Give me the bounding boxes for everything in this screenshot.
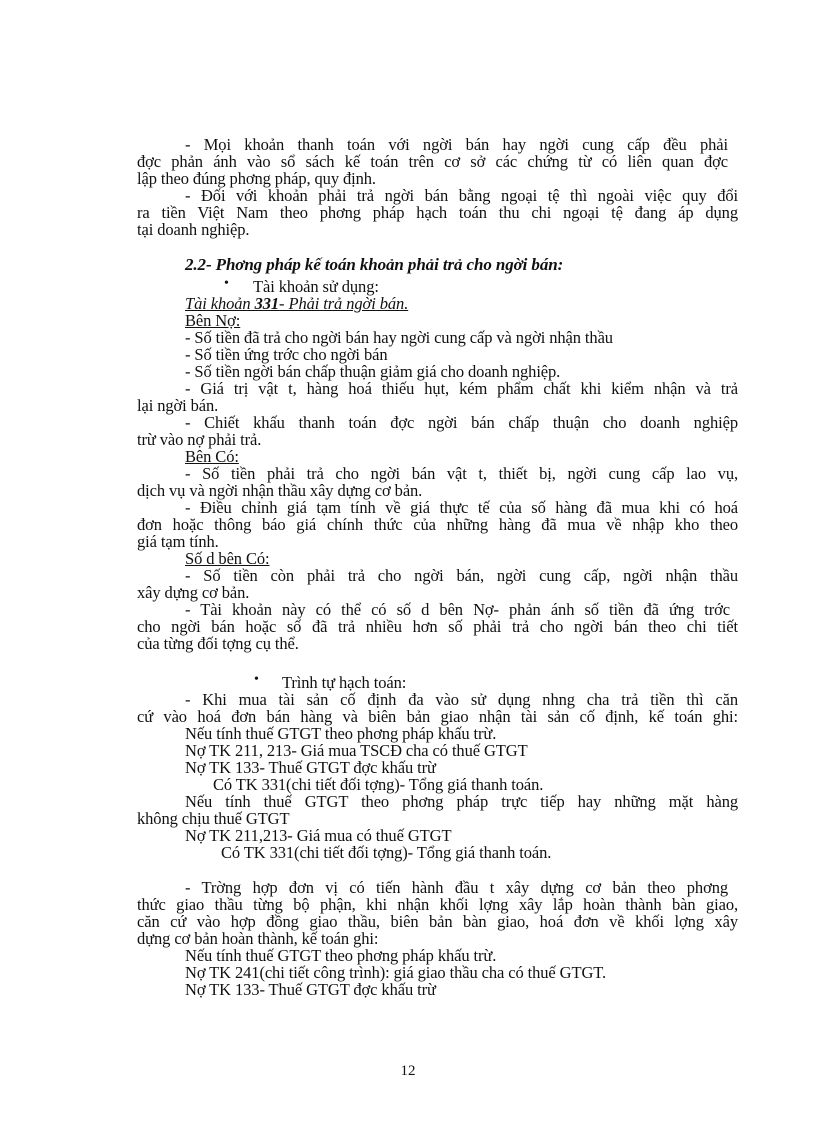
trinh-tu-line: cứ vào hoá đơn bán hàng và biên bản giao nhận tài sản cố định, kế toán ghi:	[137, 707, 738, 726]
para1-line2: đợc phản ánh vào sổ sách kế toán trên cơ sở các chứng từ có liên quan đợc	[137, 152, 728, 171]
trinh-tu-line: - Khi mua tài sản cố định đa vào sử dụng nhng cha trả tiền thì căn	[185, 690, 738, 709]
ben-co-title: Bên Có:	[185, 447, 239, 466]
bullet-icon: •	[254, 672, 259, 687]
account-name-prefix: Tài khoản	[185, 294, 255, 313]
journal-entry: Nợ TK 241(chi tiết công trình): giá giao thầu cha có thuế GTGT.	[185, 963, 607, 982]
journal-entry: Có TK 331(chi tiết đối tợng)- Tổng giá thanh toán.	[213, 775, 544, 794]
so-du-item-cont: xây dựng cơ bản.	[137, 583, 250, 602]
so-du-item-cont: của từng đối tợng cụ thể.	[137, 634, 299, 653]
ben-no-item: - Số tiền đã trả cho ngời bán hay ngời cung cấp và ngời nhận thầu	[185, 328, 613, 347]
page-number: 12	[400, 1063, 416, 1079]
trinh-tu-line: Nếu tính thuế GTGT theo phơng pháp khấu trừ.	[185, 724, 497, 743]
account-label: Tài khoản sử dụng:	[253, 277, 379, 296]
trinh-tu-line: - Trờng hợp đơn vị có tiến hành đầu t xây dựng cơ bản theo phơng	[185, 878, 728, 897]
account-name-suffix: - Phải trả ngời bán.	[279, 294, 409, 313]
ben-no-title: Bên Nợ:	[185, 311, 241, 330]
trinh-tu-line: căn cứ vào hợp đồng giao thầu, biên bản bàn giao, hoá đơn về khối lợng xây	[137, 912, 738, 931]
trinh-tu-label: Trình tự hạch toán:	[282, 673, 407, 692]
ben-no-item-cont: lại ngời bán.	[137, 396, 219, 415]
ben-co-item: - Điều chỉnh giá tạm tính về giá thực tế của số hàng đã mua khi có hoá	[185, 498, 738, 517]
journal-entry: Nợ TK 133- Thuế GTGT đợc khấu trừ	[185, 980, 436, 999]
para2-line1: - Đối với khoản phải trả ngời bán bằng ngoại tệ thì ngoài việc quy đổi	[185, 186, 738, 205]
so-du-item-cont: cho ngời bán hoặc số đã trả nhiều hơn số phải trả cho ngời bán theo chi tiết	[137, 617, 738, 636]
para1-line1: - Mọi khoản thanh toán với ngời bán hay ngời cung cấp đều phải	[185, 135, 728, 154]
section-heading: 2.2- Phơng pháp kế toán khoản phải trả cho ngời bán:	[185, 255, 564, 274]
journal-entry: Nợ TK 211, 213- Giá mua TSCĐ cha có thuế GTGT	[185, 741, 528, 760]
journal-entry: Nợ TK 133- Thuế GTGT đợc khấu trừ	[185, 758, 436, 777]
so-du-title: Số d bên Có:	[185, 549, 270, 568]
bullet-icon: •	[224, 276, 229, 291]
ben-co-item-cont: đơn hoặc thông báo giá chính thức của những hàng đã mua về nhập kho theo	[137, 515, 738, 534]
journal-entry: Nợ TK 211,213- Giá mua có thuế GTGT	[185, 826, 452, 845]
journal-entry: Có TK 331(chi tiết đối tợng)- Tổng giá thanh toán.	[221, 843, 552, 862]
para2-line3: tại doanh nghiệp.	[137, 220, 250, 239]
account-number: 331	[254, 294, 280, 313]
ben-no-item: - Giá trị vật t, hàng hoá thiếu hụt, kém phẩm chất khi kiểm nhận và trả	[185, 379, 738, 398]
so-du-item: - Số tiền còn phải trả cho ngời bán, ngời cung cấp, ngời nhận thầu	[185, 566, 738, 585]
para1-line3: lập theo đúng phơng pháp, quy định.	[137, 169, 376, 188]
ben-co-item-cont: dịch vụ và ngời nhận thầu xây dựng cơ bản.	[137, 481, 423, 500]
trinh-tu-line: Nếu tính thuế GTGT theo phơng pháp trực tiếp hay những mặt hàng	[185, 792, 738, 811]
ben-no-item-cont: trừ vào nợ phải trả.	[137, 430, 262, 449]
trinh-tu-line: dựng cơ bản hoàn thành, kế toán ghi:	[137, 929, 379, 948]
so-du-item: - Tài khoản này có thể có số d bên Nợ- phản ánh số tiền đã ứng trớc	[185, 600, 730, 619]
para2-line2: ra tiền Việt Nam theo phơng pháp hạch toán thu chi ngoại tệ đang áp dụng	[137, 203, 738, 222]
trinh-tu-line: thức giao thầu từng bộ phận, khi nhận khối lợng xây lắp hoàn thành bàn giao,	[137, 895, 738, 914]
ben-co-item: - Số tiền phải trả cho ngời bán vật t, thiết bị, ngời cung cấp lao vụ,	[185, 464, 738, 483]
ben-no-item: - Số tiền ứng trớc cho ngời bán	[185, 345, 388, 364]
trinh-tu-line: không chịu thuế GTGT	[137, 809, 290, 828]
ben-no-item: - Chiết khấu thanh toán đợc ngời bán chấp thuận cho doanh nghiệp	[185, 413, 738, 432]
ben-no-item: - Số tiền ngời bán chấp thuận giảm giá cho doanh nghiệp.	[185, 362, 561, 381]
ben-co-item-cont: giá tạm tính.	[137, 532, 219, 551]
trinh-tu-line: Nếu tính thuế GTGT theo phơng pháp khấu trừ.	[185, 946, 497, 965]
